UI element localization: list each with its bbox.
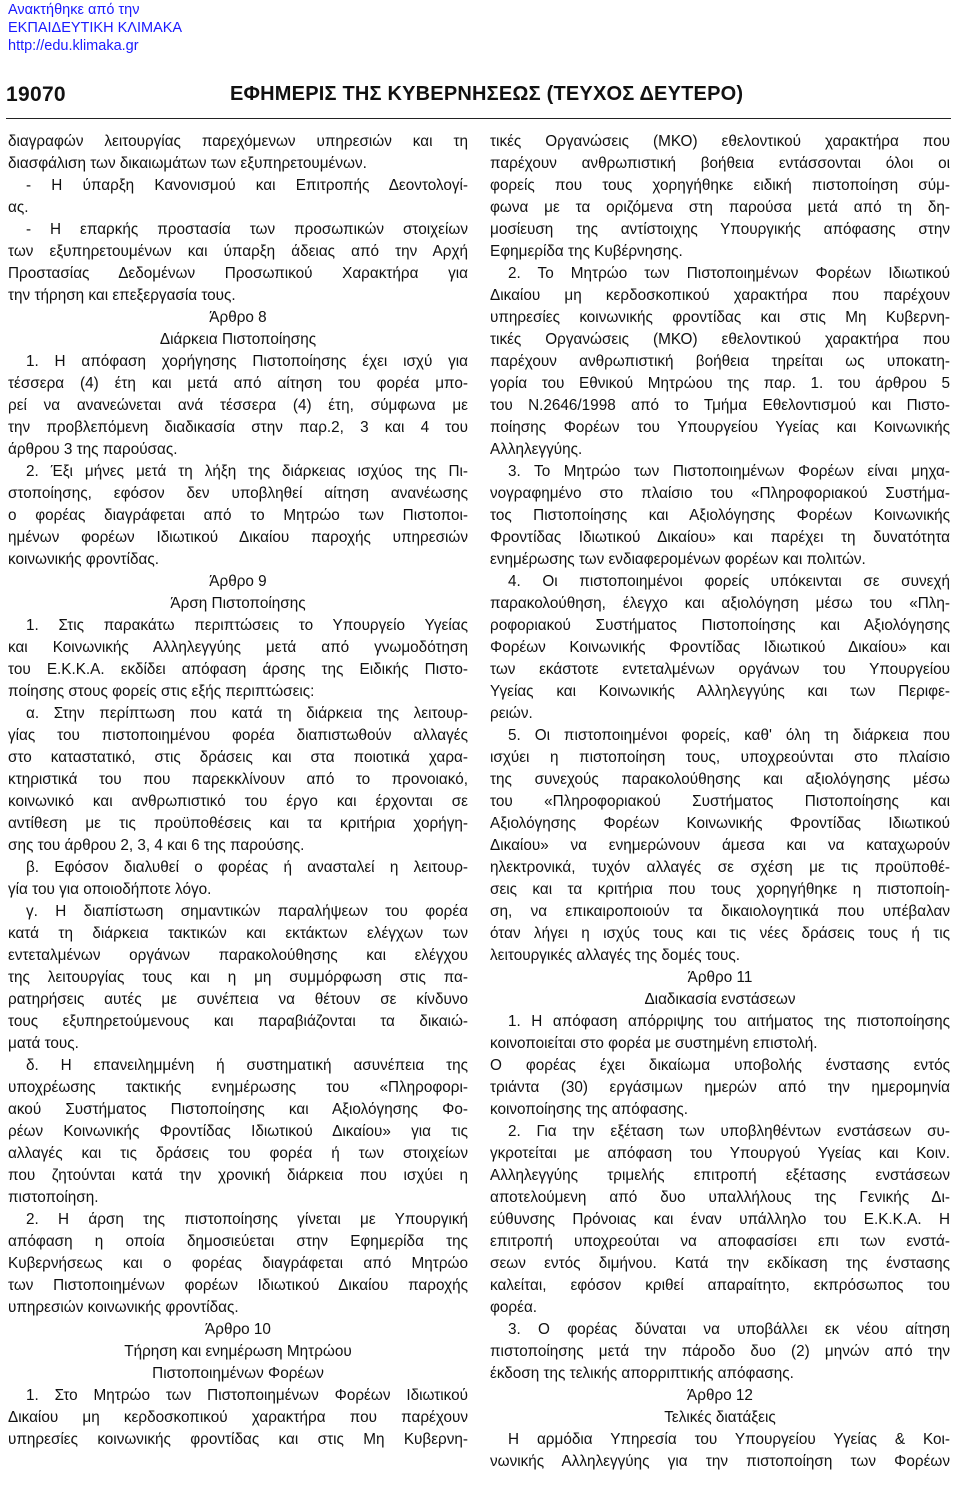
text-line: 2. Η άρση της πιστοποίησης γίνεται με Υπουργική [26,1211,468,1228]
article-heading-line: Άρθρο 11 [687,969,753,986]
text-line: Προστασίας Δεδομένων Προσωπικού Χαρακτήρα για [8,265,468,282]
text-line: κοινωνικής φροντίδας. [8,551,159,568]
text-line: σης του άρθρου 2, 3, 4 και 6 της παρούσης. [8,837,305,854]
text-line: εντεταλμένων οργάνων παρακολούθησης και ελέγχου [8,947,468,964]
text-line: 5. Οι πιστοποιημένοι φορείς, καθ' όλη τη διάρκεια που [508,727,950,744]
text-line: ρατηρήσεις αυτές με συνέπεια να θέτουν σε κίνδυνο [8,991,468,1008]
right-column [490,131,950,1473]
left-column [8,131,468,1451]
text-line: του Ε.Κ.Κ.Α. εκδίδει απόφαση άρσης της Ειδικής Πιστο- [8,661,468,678]
text-line: Ο φορέας έχει δικαίωμα υποβολής ένστασης εντός [490,1057,950,1074]
text-line: - Η επαρκής προστασία των προσωπικών στοιχείων [26,221,468,238]
page-header [6,83,951,113]
article-heading-line: Τήρηση και ενημέρωση Μητρώου [124,1343,352,1360]
text-line: τους εξυπηρετούμενους και παραβιάζονται τα δικαιώ- [8,1013,468,1030]
watermark-link[interactable]: http://edu.klimaka.gr [8,38,139,54]
article-heading-line: Άρθρο 9 [209,573,267,590]
text-line: του «Πληροφοριακού Συστήματος Πιστοποίησης και [490,793,950,810]
text-line: υπηρεσιών κοινωνικής φροντίδας. [8,1299,239,1316]
text-line: γορία του Εθνικού Μητρώου της παρ. 1. του άρθρου 5 [490,375,950,392]
text-line: ρέων Κοινωνικής Φροντίδας Ιδιωτικού Δικαίου» για τις [8,1123,468,1140]
text-line: 4. Οι πιστοποιημένοι φορείς υπόκεινται σε συνεχή [508,573,950,590]
text-line: 1. Στις παρακάτω περιπτώσεις το Υπουργείο Υγείας [26,617,468,634]
text-line: β. Εφόσον διαλυθεί ο φορέας ή ανασταλεί η λειτουρ- [26,859,468,876]
text-line: κοινωνικό και ανθρωπιστικό του έργο και έρχονται σε [8,793,468,810]
text-line: 2. Για την εξέταση των υποβληθέντων ενστάσεων συ- [508,1123,950,1140]
text-line: ας. [8,199,29,216]
text-line: 1. Η απόφαση χορήγησης Πιστοποίησης έχει ισχύ για [26,353,468,370]
article-heading-line: Διαδικασία ενστάσεων [644,991,796,1008]
text-line: 2. Έξι μήνες μετά τη λήξη της διάρκειας ισχύος της Πι- [26,463,468,480]
text-line: της λειτουργίας τους και η μη συμμόρφωση στις πα- [8,969,468,986]
text-line: και Κοινωνικής Αλληλεγγύης μετά από γνωμοδότηση [8,639,468,656]
text-line: της συνεχούς παρακολούθησης και αξιολόγησης μέσω [490,771,950,788]
watermark-line: ΕΚΠΑΙΔΕΥΤΙΚΗ ΚΛΙΜΑΚΑ [8,20,183,36]
text-line: των Πιστοποιημένων φορέων Ιδιωτικού Δικαίου παροχής [8,1277,468,1294]
text-line: κοινοποίησης της απόφασης. [490,1101,689,1118]
page-number: 19070 [6,83,66,106]
text-line: άρθρου 3 της παρούσας. [8,441,178,458]
text-line: 3. Το Μητρώο των Πιστοποιημένων Φορέων είναι μηχα- [508,463,950,480]
article-heading-line: Άρση Πιστοποίησης [170,595,306,612]
text-line: στο καταστατικό, στις δράσεις και στα ποιοτικά χαρα- [8,749,468,766]
text-line: διασφάλιση των δικαιωμάτων των εξυπηρετουμένων. [8,155,367,172]
text-line: φορέα. [490,1299,538,1316]
text-line: όταν λήγει η ισχύς τους και τις νέες δράσεις τους ή τις [490,925,950,942]
text-line: - Η ύπαρξη Κανονισμού και Επιτροπής Δεοντολογί- [26,177,468,194]
text-line: ροφοριακού Συστήματος Πιστοποίησης και Αξιολόγησης [490,617,950,634]
text-line: ισχύει η πιστοποίηση τους, υποχρεούνται στο πλαίσιο [490,749,950,766]
text-line: νωνικής Αλληλεγγύης για την πιστοποίηση των Φορέων [490,1453,950,1470]
text-line: νογραφημένο στο πλαίσιο του «Πληροφοριακού Συστήμα- [490,485,950,502]
text-line: ρειών. [490,705,533,722]
text-line: υπηρεσίες κοινωνικής φροντίδας και στις Μη Κυβερνη- [490,309,950,326]
text-line: Αλληλεγγύης. [490,441,583,458]
text-line: 1. Στο Μητρώο των Πιστοποιημένων Φορέων Ιδιωτικού [26,1387,468,1404]
text-line: ποίησης Φορέων του Υπουργείου Υγείας και Κοινωνικής [490,419,950,436]
text-line: α. Στην περίπτωση που κατά τη διάρκεια της λειτουρ- [26,705,468,722]
text-line: ημένων φορέων Ιδιωτικού Δικαίου παροχής υπηρεσιών [8,529,468,546]
text-line: παρακολούθηση, έλεγχο και αξιολόγηση μέσω του «Πλη- [490,595,950,612]
text-line: γ. Η διαπίστωση σημαντικών παραλήψεων του φορέα [26,903,468,920]
article-heading-line: Πιστοποιημένων Φορέων [152,1365,324,1382]
text-line: παρέχουν ανθρωπιστική βοήθεια τηρείται ως υποκατη- [490,353,950,370]
text-line: Φορέων Κοινωνικής Φροντίδας Ιδιωτικού Δικαίου» και [490,639,950,656]
text-line: αντίθεση με τις προϋποθέσεις και τα κριτήρια χορήγη- [8,815,468,832]
article-heading-line: Άρθρο 8 [209,309,267,326]
text-line: 1. Η απόφαση απόρριψης του αιτήματος της πιστοποίησης [508,1013,950,1030]
article-heading-line: Τελικές διατάξεις [664,1409,776,1426]
text-line: φωνα με τα οριζόμενα στη παρούσα μετά από τη δη- [490,199,950,216]
text-line: κατά τη διάρκεια τακτικών και εκτάκτων ελέγχων των [8,925,468,942]
text-line: εύθυνσης Πρόνοιας και έναν υπάλληλο του Ε.Κ.Κ.Α. Η [490,1211,950,1228]
text-line: ο φορέας διαγράφεται από το Μητρώο των Πιστοποι- [8,507,468,524]
text-line: δ. Η επανειλημμένη ή συστηματική ασυνέπεια της [26,1057,468,1074]
text-line: Αξιολόγησης Φορέων Κοινωνικής Φροντίδας Ιδιωτικού [490,815,950,832]
text-line: Αλληλεγγύης τριμελής επιτροπή εξέτασης ενστάσεων [490,1167,950,1184]
text-line: καλείται, εφόσον κριθεί απαραίτητο, εκπρόσωπος του [490,1277,950,1294]
text-line: Δικαίου μη κερδοσκοπικού χαρακτήρα που παρέχουν [8,1409,468,1426]
text-line: στοποίησης, εφόσον δεν υποβληθεί αίτηση ανανέωσης [8,485,468,502]
text-line: τος Πιστοποίησης και Αξιολόγησης Φορέων Κοινωνικής [490,507,950,524]
text-line: ηλεκτρονικά, τυχόν αλλαγές σε σχέση με τις προϋποθέ- [490,859,950,876]
text-line: έκδοση της τελικής απορριπτικής απόφασης. [490,1365,794,1382]
header-divider [6,118,951,119]
text-line: κοινοποιείται στο φορέα με συστημένη επιστολή. [490,1035,818,1052]
text-line: γκροτείται με απόφαση του Υπουργού Υγείας και Κοιν. [490,1145,950,1162]
text-line: Εφημερίδα της Κυβέρνησης. [490,243,683,260]
text-line: κτηριστικά του που παρεκκλίνουν από το προνοιακό, [8,771,468,788]
text-line: φορείς που τους χορηγήθηκε ειδική πιστοποίηση σύμ- [490,177,950,194]
article-heading-line: Άρθρο 10 [205,1321,271,1338]
text-line: Κυβερνήσεως και ο φορέας διαγράφεται από Μητρώο [8,1255,468,1272]
text-line: τέσσερα (4) έτη και μετά από αίτηση του φορέα μπο- [8,375,468,392]
text-line: Η αρμόδια Υπηρεσία του Υπουργείου Υγείας & Κοι- [508,1431,950,1448]
text-line: υπηρεσίες κοινωνικής φροντίδας και στις Μη Κυβερνη- [8,1431,468,1448]
text-line: σεις και τα κριτήρια που τους χορηγήθηκε η πιστοποίη- [490,881,950,898]
text-line: ματά τους. [8,1035,79,1052]
text-line: Υγείας και Κοινωνικής Αλληλεγγύης και των Περιφε- [490,683,950,700]
text-line: Δικαίου» να ενημερώνουν άμεσα και να καταχωρούν [490,837,950,854]
text-line: που ζητούνται κατά την χρονική διάρκεια που ισχύει η [8,1167,468,1184]
text-line: σεων εντός διμήνου. Κατά την εκδίκαση της ένστασης [490,1255,950,1272]
text-line: ακού Συστήματος Πιστοποίησης και Αξιολόγησης Φο- [8,1101,468,1118]
gazette-title: ΕΦΗΜΕΡΙΣ ΤΗΣ ΚΥΒΕΡΝΗΣΕΩΣ (ΤΕΥΧΟΣ ΔΕΥΤΕΡΟ) [230,83,744,105]
watermark [8,1,182,55]
text-line: 2. Το Μητρώο των Πιστοποιημένων Φορέων Ιδιωτικού [508,265,950,282]
text-line: την προβλεπόμενη διαδικασία στην παρ.2, 3 και 4 του [8,419,468,436]
text-line: λειτουργικές αλλαγές της δομές τους. [490,947,741,964]
text-line: τριάντα (30) εργάσιμων ημερών από την ημερομηνία [490,1079,950,1096]
text-line: υποχρέωσης τακτικής ενημέρωσης του «Πληροφορι- [8,1079,468,1096]
text-line: των εκάστοτε εντεταλμένων οργάνων του Υπουργείου [490,661,950,678]
text-line: απόφαση η οποία δημοσιεύεται στην Εφημερίδα της [8,1233,468,1250]
text-line: Φροντίδας Ιδιωτικού Δικαίου» και παρέχει τη δυνατότητα [490,529,950,546]
text-line: ση, να επικαιροποιούν τα δικαιολογητικά που υπέβαλαν [490,903,950,920]
text-line: τικές Οργανώσεις (ΜΚΟ) εθελοντικού χαρακτήρα που [490,331,950,348]
text-line: ενημέρωσης των ενδιαφερομένων φορέων και πολιτών. [490,551,866,568]
text-line: πιστοποίησης μετά την πάροδο δυο (2) μηνών από την [490,1343,950,1360]
text-line: γία του για οποιοδήποτε λόγο. [8,881,212,898]
text-line: του Ν.2646/1998 από το Τμήμα Εθελοντισμού και Πιστο- [490,397,950,414]
text-line: διαγραφών λειτουργίας παρεχόμενων υπηρεσιών και τη [8,133,468,150]
text-line: γίας του πιστοποιημένου φορέα διαπιστωθούν αλλαγές [8,727,468,744]
text-line: αλλαγές και τις δράσεις του φορέα ή των στοιχείων [8,1145,468,1162]
text-line: ποίησης στους φορείς στις εξής περιπτώσεις: [8,683,315,700]
text-line: μοσίευση της αντίστοιχης Υπουργικής απόφασης στην [490,221,950,238]
text-line: αποτελούμενη από δυο υπαλλήλους της Γενικής Δι- [490,1189,950,1206]
text-line: ρεί να ανανεώνεται ανά τέσσερα (4) έτη, σύμφωνα με [8,397,468,414]
article-heading-line: Άρθρο 12 [687,1387,753,1404]
text-line: πιστοποίηση. [8,1189,99,1206]
article-heading-line: Διάρκεια Πιστοποίησης [159,331,317,348]
text-line: των εξυπηρετουμένων και ύπαρξη άδειας από την Αρχή [8,243,468,260]
watermark-line: Ανακτήθηκε από την [8,2,140,18]
text-line: επιτροπή υποχρεούται να αποφασίσει επι των ενστά- [490,1233,950,1250]
text-line: τικές Οργανώσεις (ΜΚΟ) εθελοντικού χαρακτήρα που [490,133,950,150]
text-line: Δικαίου μη κερδοσκοπικού χαρακτήρα που παρέχουν [490,287,950,304]
text-line: παρέχουν ανθρωπιστική βοήθεια εντάσσονται όλοι οι [490,155,950,172]
text-line: 3. Ο φορέας δύναται να υποβάλλει εκ νέου αίτηση [508,1321,950,1338]
text-line: την τήρηση και επεξεργασία τους. [8,287,236,304]
